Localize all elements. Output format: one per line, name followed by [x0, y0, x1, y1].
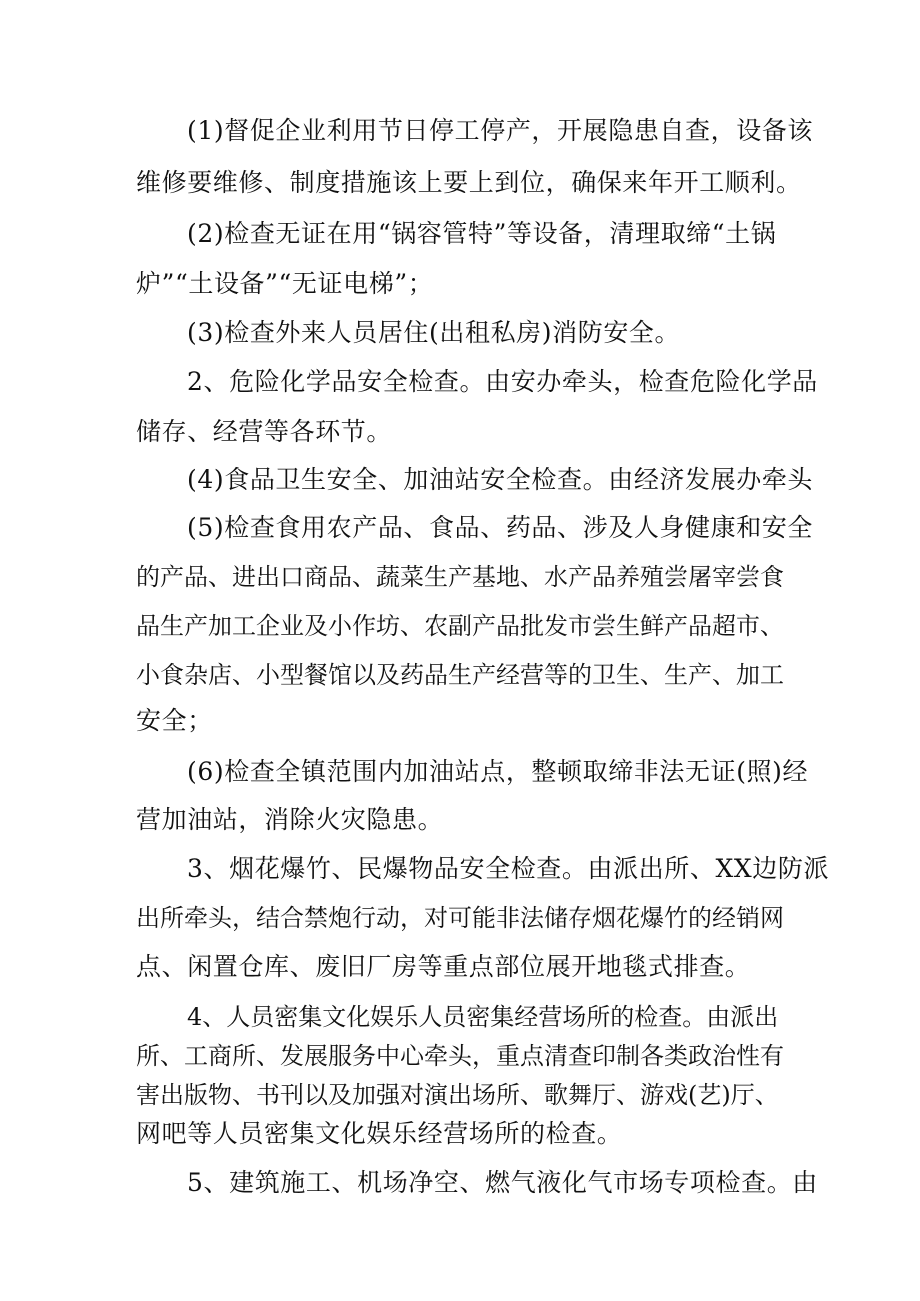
paragraph-7-line-2: 营加油站，消除火灾隐患。 [136, 805, 444, 834]
paragraph-7-line-1: (6)检查全镇范围内加油站点，整顿取缔非法无证(照)经 [187, 757, 809, 786]
paragraph-3-line-1: (3)检查外来人员居住(出租私房)消防安全。 [187, 318, 681, 347]
paragraph-1-line-1: (1)督促企业利用节日停工停产，开展隐患自查，设备该 [187, 116, 814, 145]
paragraph-9-line-3: 害出版物、书刊以及加强对演出场所、歌舞厅、游戏(艺)厅、 [136, 1081, 779, 1109]
paragraph-5-line-1: (4)食品卫生安全、加油站安全检查。由经济发展办牵头 [187, 465, 814, 494]
paragraph-2-line-2: 炉”“土设备”“无证电梯”； [136, 269, 434, 298]
paragraph-10-line-1: 5、建筑施工、机场净空、燃气液化气市场专项检查。由 [187, 1168, 818, 1197]
paragraph-8-line-3: 点、闲置仓库、废旧厂房等重点部位展开地毯式排查。 [136, 952, 751, 981]
paragraph-8-line-1: 3、烟花爆竹、民爆物品安全检查。由派出所、XX边防派 [187, 854, 830, 883]
paragraph-6-line-2: 的产品、进出口商品、蔬菜生产基地、水产品养殖尝屠宰尝食 [136, 563, 784, 591]
paragraph-8-line-2: 出所牵头，结合禁炮行动，对可能非法储存烟花爆竹的经销网 [136, 904, 784, 932]
paragraph-9-line-2: 所、工商所、发展服务中心牵头，重点清查印制各类政治性有 [136, 1042, 784, 1070]
paragraph-2-line-1: (2)检查无证在用“锅容管特”等设备，清理取缔“土锅 [187, 219, 777, 248]
paragraph-6-line-1: (5)检查食用农产品、食品、药品、涉及人身健康和安全 [187, 513, 814, 542]
paragraph-6-line-5: 安全； [136, 706, 213, 735]
paragraph-1-line-2: 维修要维修、制度措施该上要上到位，确保来年开工顺利。 [136, 168, 802, 197]
paragraph-9-line-1: 4、人员密集文化娱乐人员密集经营场所的检查。由派出 [187, 1003, 779, 1031]
paragraph-6-line-4: 小食杂店、小型餐馆以及药品生产经营等的卫生、生产、加工 [136, 661, 784, 689]
paragraph-4-line-1: 2、危险化学品安全检查。由安办牵头，检查危险化学品 [187, 367, 818, 396]
paragraph-4-line-2: 储存、经营等各环节。 [136, 417, 393, 446]
paragraph-6-line-3: 品生产加工企业及小作坊、农副产品批发市尝生鲜产品超市、 [136, 612, 784, 640]
paragraph-9-line-4: 网吧等人员密集文化娱乐经营场所的检查。 [136, 1119, 623, 1148]
